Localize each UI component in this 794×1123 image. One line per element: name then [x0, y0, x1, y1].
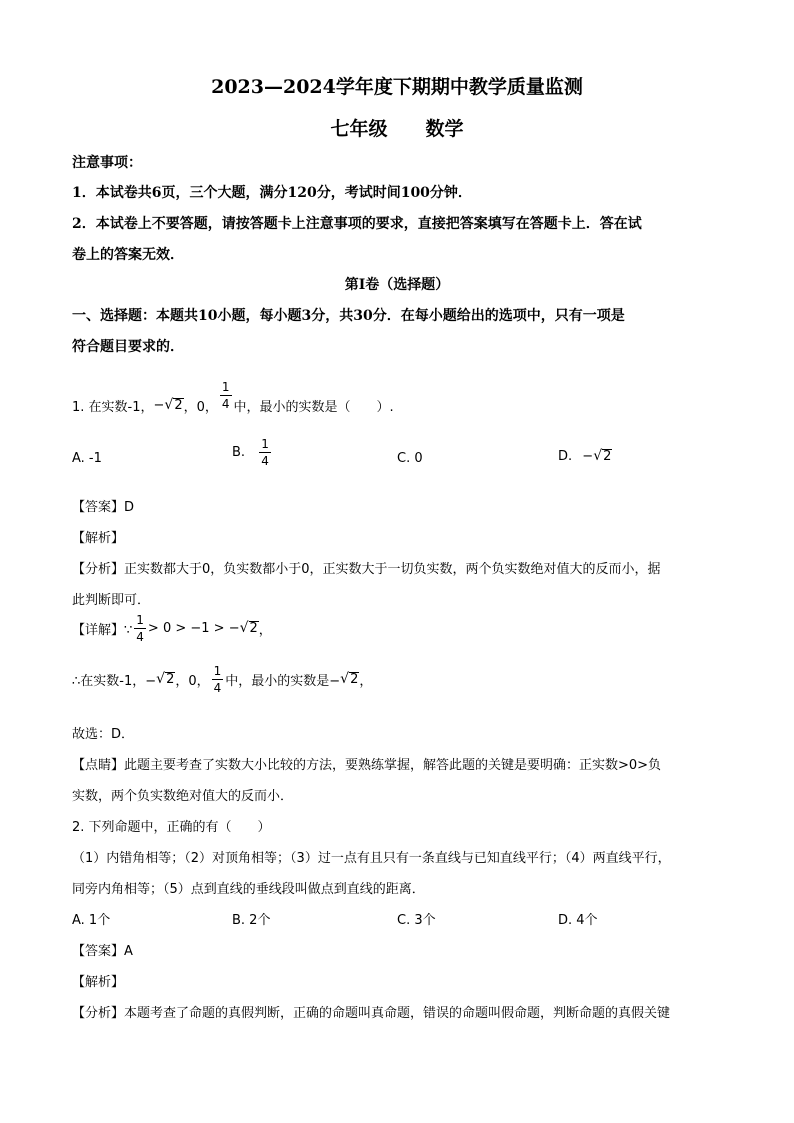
q2-option-b: B. 2个: [232, 913, 271, 928]
q1-detail: 【详解】∵ $\frac{1}{4}$ > 0 > −1 > −√2，: [72, 613, 272, 644]
q2-analysis: 【解析】: [72, 975, 125, 990]
q1-neg: −: [153, 398, 165, 413]
q2-option-c: C. 3个: [397, 913, 436, 928]
q1-fraction: $\frac{1}{4}$: [221, 380, 230, 411]
section-intro-line-2: 符合题目要求的．: [72, 339, 184, 355]
exam-subtitle: 七年级 数学: [330, 118, 464, 140]
q1-dianjing-line-1: 【点睛】此题主要考查了实数大小比较的方法，要熟练掌握，解答此题的关键是要明确：正实数>0>负: [72, 758, 662, 773]
q1-answer: 【答案】D: [72, 500, 135, 515]
q1-fenxi-line-1: 【分析】正实数都大于0，负实数都小于0，正实数大于一切负实数，两个负实数绝对值大的反而小，据: [72, 562, 661, 577]
q1-option-d: D. −√2: [558, 448, 612, 464]
sqrt-icon: √: [340, 671, 350, 688]
q1-analysis: 【解析】: [72, 531, 125, 546]
q1-prefix: 1. 在实数-1，: [72, 400, 154, 415]
sqrt-icon: √: [156, 671, 166, 688]
sqrt-icon: √: [239, 620, 249, 637]
sqrt-icon: √: [164, 397, 174, 414]
q2-statement-line-1: （1）内错角相等；（2）对顶角相等；（3）过一点有且只有一条直线与已知直线平行；（4）两直线平行，: [72, 851, 671, 866]
q2-fenxi: 【分析】本题考查了命题的真假判断，正确的命题叫真命题，错误的命题叫假命题，判断命题的真假关键: [72, 1006, 671, 1021]
part-title: 第Ⅰ卷（选择题）: [344, 277, 450, 293]
q1-option-c: C. 0: [397, 451, 423, 466]
section-intro-line-1: 一、选择题：本题共10小题，每小题3分，共30分．在每小题给出的选项中，只有一项是: [72, 308, 625, 324]
q1-option-a: A. -1: [72, 451, 102, 466]
q2-option-a: A. 1个: [72, 913, 111, 928]
q2-answer: 【答案】A: [72, 944, 133, 959]
q2-option-d: D. 4个: [558, 913, 598, 928]
q1-conclusion: ∴在实数-1，−√2，0， $\frac{1}{4}$ 中，最小的实数是−√2，: [72, 664, 373, 695]
notes-heading: 注意事项：: [72, 155, 142, 171]
q1-dianjing-line-2: 实数，两个负实数绝对值大的反而小．: [72, 789, 294, 804]
q1-fenxi-line-2: 此判断即可．: [72, 593, 151, 608]
sqrt-icon: √: [593, 448, 603, 464]
exam-title: 2023—2024学年度下期期中教学质量监测: [211, 76, 583, 98]
q1-sqrt: √2: [164, 397, 183, 414]
question-1-stem: 1. 在实数-1，−√2，0， $\frac{1}{4}$ 中，最小的实数是（ ）.: [72, 380, 394, 415]
q1-option-b: B. $\frac{1}{4}$: [232, 437, 269, 468]
notes-item-2-line-1: 2．本试卷上不要答题，请按答题卡上注意事项的要求，直接把答案填写在答题卡上．答在试: [72, 216, 642, 232]
q2-statement-line-2: 同旁内角相等；（5）点到直线的垂线段叫做点到直线的距离．: [72, 882, 425, 897]
q1-choose: 故选：D．: [72, 727, 135, 742]
question-2-stem: 2. 下列命题中，正确的有（ ）: [72, 820, 271, 835]
notes-item-2-line-2: 卷上的答案无效．: [72, 247, 184, 263]
notes-item-1: 1．本试卷共6页，三个大题，满分120分，考试时间100分钟．: [72, 185, 472, 201]
